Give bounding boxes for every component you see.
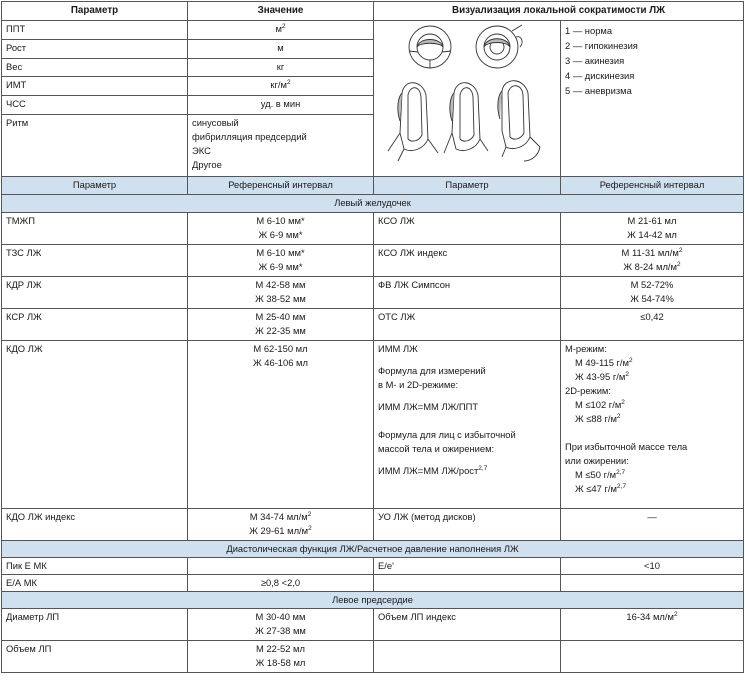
value-weight: кг xyxy=(188,58,374,77)
header-visualization: Визуализация локальной сократимости ЛЖ xyxy=(374,2,744,21)
param-weight: Вес xyxy=(2,58,188,77)
range-kso: М 21-61 мл Ж 14-42 мл xyxy=(561,213,744,245)
param-tzs: ТЗС ЛЖ xyxy=(2,245,188,277)
range-ots: ≤0,42 xyxy=(561,309,744,341)
section-diastolic xyxy=(2,541,744,558)
value-bmi: $кг/м^2$ xyxy=(188,77,374,96)
param-kso-index: КСО ЛЖ индекс xyxy=(374,245,561,277)
range-ea: ≥0,8 <2,0 xyxy=(188,575,374,592)
section-lv xyxy=(2,195,744,213)
range-tzs: М 6-10 мм* Ж 6-9 мм* xyxy=(188,245,374,277)
range-empty-2 xyxy=(561,641,744,673)
rhythm-sinus: синусовый xyxy=(192,117,239,129)
row-la-diameter xyxy=(2,609,744,641)
param-la-volume: Объем ЛП xyxy=(2,641,188,673)
long-axis-view-1-icon xyxy=(388,83,438,161)
row-ksr xyxy=(2,309,744,341)
range-tmzhp: М 6-10 мм* Ж 6-9 мм* xyxy=(188,213,374,245)
ref-header-range-1: Референсный интервал xyxy=(188,177,374,195)
row-kdr xyxy=(2,277,744,309)
param-kdo: КДО ЛЖ xyxy=(2,341,188,509)
legend-aneurysm: 5 — аневризма xyxy=(565,85,632,96)
param-ea: Е/А МК xyxy=(2,575,188,592)
ref-header-row xyxy=(2,177,744,195)
ref-header-param-2: Параметр xyxy=(374,177,561,195)
section-la xyxy=(2,592,744,609)
value-rhythm xyxy=(188,115,374,178)
range-ksr: М 25-40 мм Ж 22-35 мм xyxy=(188,309,374,341)
segment-diagrams xyxy=(374,21,561,178)
rhythm-pacer: ЭКС xyxy=(192,145,211,157)
param-rhythm: Ритм xyxy=(2,115,188,178)
range-pik-e xyxy=(188,558,374,575)
param-pik-e: Пик Е МК xyxy=(2,558,188,575)
section-la-title: Левое предсердие xyxy=(2,592,744,609)
range-kso-index: М 11-31 $мл/м^2$ Ж 8-24 $мл/м^2$ xyxy=(561,245,744,277)
legend-normal: 1 — норма xyxy=(565,25,613,36)
param-kdr: КДР ЛЖ xyxy=(2,277,188,309)
range-kdr: М 42-58 мм Ж 38-52 мм xyxy=(188,277,374,309)
range-la-diameter: М 30-40 мм Ж 27-38 мм xyxy=(188,609,374,641)
param-empty-1 xyxy=(374,575,561,592)
range-uo: — xyxy=(561,509,744,541)
section-diastolic-title: Диастолическая функция ЛЖ/Расчетное давление наполнения ЛЖ xyxy=(2,541,744,558)
value-height: м xyxy=(188,39,374,58)
row-tmzhp xyxy=(2,213,744,245)
row-tzs xyxy=(2,245,744,277)
range-empty-1 xyxy=(561,575,744,592)
param-ksr: КСР ЛЖ xyxy=(2,309,188,341)
range-la-volume: М 22-52 мл Ж 18-58 мл xyxy=(188,641,374,673)
range-kdo-index: М 34-74 $мл/м^2$ Ж 29-61 $мл/м^2$ xyxy=(188,509,374,541)
range-la-vol-index: 16-34 $мл/м^2$ xyxy=(561,609,744,641)
param-height: Рост xyxy=(2,39,188,58)
legend-dyskinesis: 4 — дискинезия xyxy=(565,70,635,81)
row-ppt xyxy=(2,21,744,40)
rhythm-af: фибрилляция предсердий xyxy=(192,131,307,143)
range-imm: М-режим: М 49-115 $г/м^2$ Ж 43-95 $г/м^2$ 2D-режим: М ≤102 $г/м^2$ Ж ≤88 $г/м^2$ При избыточной массе тела или ожирении: М ≤50 $г/м^{2,7}$ Ж ≤47 $г/м^{2,7}$ xyxy=(561,341,744,509)
legend-akinesis: 3 — акинезия xyxy=(565,55,625,66)
legend-hypokinesis: 2 — гипокинезия xyxy=(565,40,638,51)
reference-table xyxy=(1,176,744,673)
value-ppt: $м^2$ xyxy=(188,21,374,40)
param-tmzhp: ТМЖП xyxy=(2,213,188,245)
top-header-row xyxy=(2,2,744,21)
ref-header-range-2: Референсный интервал xyxy=(561,177,744,195)
range-kdo: М 62-150 мл Ж 46-106 мл xyxy=(188,341,374,509)
range-e-e: <10 xyxy=(561,558,744,575)
patient-params-table xyxy=(1,1,744,178)
param-la-diameter: Диаметр ЛП xyxy=(2,609,188,641)
param-uo: УО ЛЖ (метод дисков) xyxy=(374,509,561,541)
long-axis-view-3-icon xyxy=(498,81,540,161)
segment-legend xyxy=(561,21,744,178)
header-value: Значение xyxy=(188,2,374,21)
lv-segment-diagram xyxy=(374,21,560,173)
param-ppt: ППТ xyxy=(2,21,188,40)
range-ef: М 52-72% Ж 54-74% xyxy=(561,277,744,309)
ref-header-param-1: Параметр xyxy=(2,177,188,195)
long-axis-view-2-icon xyxy=(444,83,488,153)
short-axis-view-1-icon xyxy=(409,26,451,68)
param-ots: ОТС ЛЖ xyxy=(374,309,561,341)
rhythm-other: Другое xyxy=(192,159,222,171)
short-axis-view-2-icon xyxy=(476,25,522,68)
section-lv-title: Левый желудочек xyxy=(2,195,744,213)
param-kso: КСО ЛЖ xyxy=(374,213,561,245)
row-pik-e xyxy=(2,558,744,575)
param-imm: ИММ ЛЖ Формула для измерений в М- и 2D-режиме: ИММ ЛЖ=ММ ЛЖ/ППТ Формула для лиц с избыточной массой тела и ожирением: ИММ ЛЖ=ММ ЛЖ/рост$^{2,7}$ xyxy=(374,341,561,509)
row-ea xyxy=(2,575,744,592)
row-la-volume xyxy=(2,641,744,673)
param-la-vol-index: Объем ЛП индекс xyxy=(374,609,561,641)
param-bmi: ИМТ xyxy=(2,77,188,96)
row-kdo xyxy=(2,341,744,509)
header-param: Параметр xyxy=(2,2,188,21)
row-kdo-index xyxy=(2,509,744,541)
value-hr: уд. в мин xyxy=(188,96,374,115)
param-hr: ЧСС xyxy=(2,96,188,115)
param-e-e: Е/е' xyxy=(374,558,561,575)
param-ef: ФВ ЛЖ Симпсон xyxy=(374,277,561,309)
param-kdo-index: КДО ЛЖ индекс xyxy=(2,509,188,541)
param-empty-2 xyxy=(374,641,561,673)
